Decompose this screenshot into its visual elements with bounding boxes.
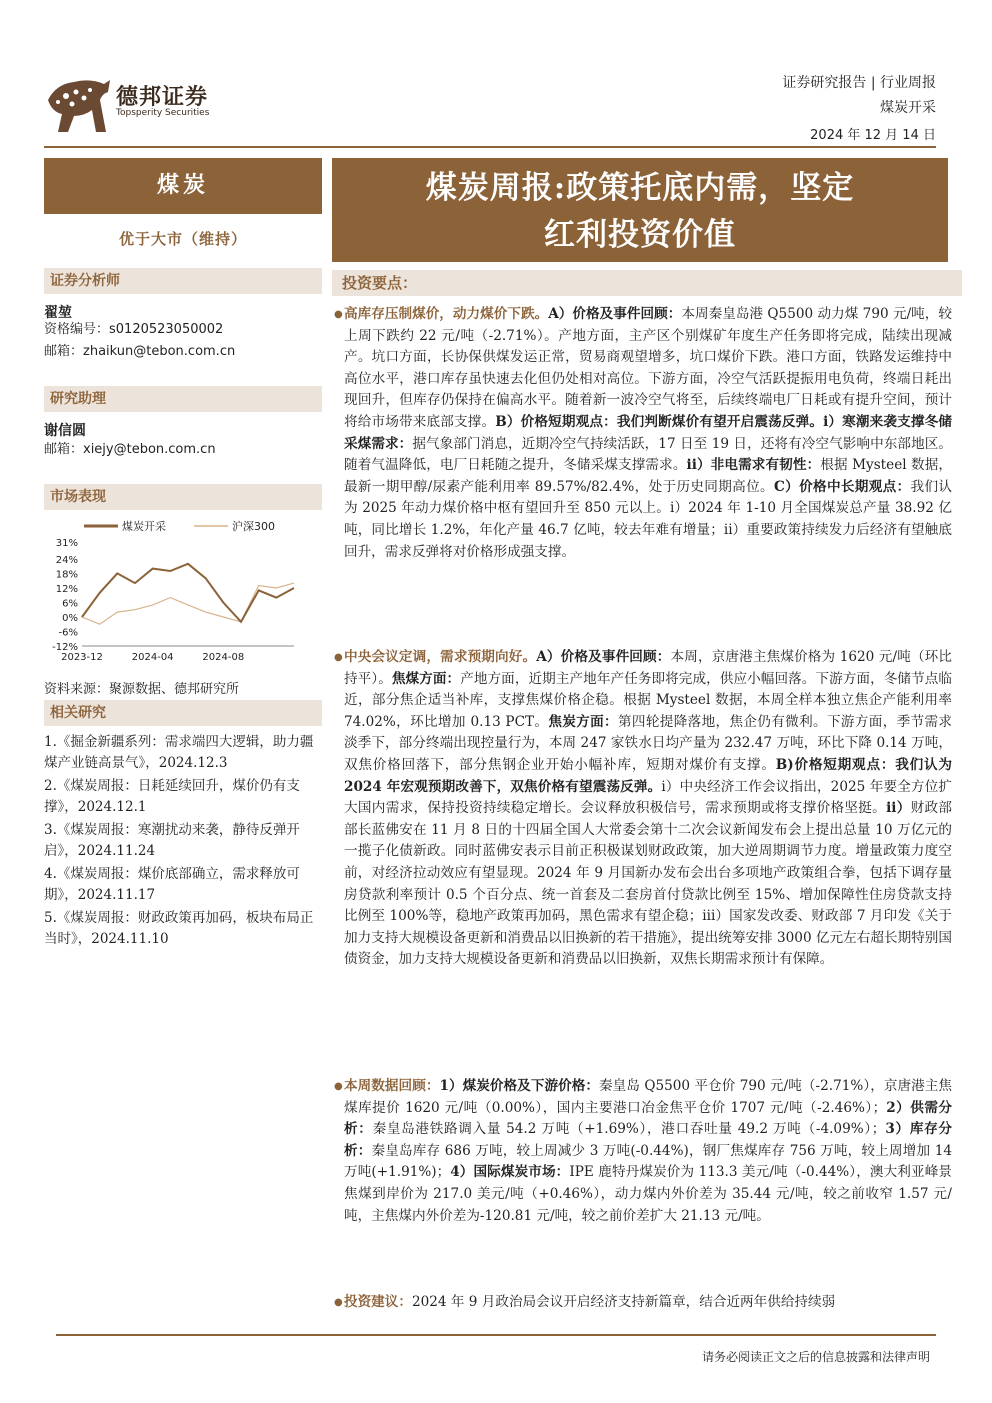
text-run: 据气象部门消息，近期冷空气持续活跃，17 日至 19 日，还将有冷空气影响中东部地区。随着气温降低，电厂日耗随之提升，冬储采煤支撑需求。: [344, 435, 952, 474]
text-run: 本周，京唐港主焦煤价格为 1620 元/吨（环比持平）。: [344, 649, 953, 687]
analyst-email: 邮箱：zhaikun@tebon.com.cn: [44, 344, 236, 359]
y-tick-label: -6%: [58, 627, 78, 639]
report-date: 2024 年 12 月 14 日: [810, 128, 936, 143]
y-tick-label: 31%: [55, 538, 78, 549]
text-run: A）价格及事件回顾：: [548, 306, 682, 322]
text-run: 3）库存分析：: [344, 1121, 952, 1159]
text-run: C）价格中长期观点：: [773, 478, 911, 495]
y-tick-label: 12%: [55, 583, 78, 595]
key-point-coal-price: [334, 304, 953, 563]
text-run: 本周秦皇岛港 Q5500 动力煤 790 元/吨，较上周下跌约 22 元/吨（-2.71%）。产地方面，主产区个别煤矿年度生产任务即将完成，陆续出现减产。坑口方面，长协保供煤发运正常，贸易商观望增多，坑口煤价下跌。港口方面，铁路发运维持中高位水平，港口库存虽快速去化但仍处相对高位。下游方面，冷空气活跃提振用电负荷，终端日耗出现回升，但库存仍保持在偏高水平。随着新一波冷空气将至，后续终端电厂日耗或有提升空间，预计将给市场带来底部支撑。: [344, 306, 953, 430]
text-run: 我们认为 2025 年动力煤价格中枢有望回升至 850 元以上。i）2024 年 1-10 月全国煤炭总产量 38.92 亿吨，同比增长 1.2%，年化产量 46.7 亿吨，较去年难有增量；ii）重要政策持续发力后经济有望触底回升，需求反弹将对价格形成强支撑。: [344, 478, 953, 560]
analyst-cert: 资格编号：s0120523050002: [44, 322, 224, 337]
y-tick-label: 24%: [55, 554, 78, 566]
report-subsector: 煤炭开采: [880, 100, 936, 116]
text-run: 秦皇岛库存 686 万吨，较上周减少 3 万吨(-0.44%)，钢厂焦煤库存 756 万吨，较上周增加 14 万吨(+1.91%)；: [344, 1142, 953, 1181]
key-point-weekly-data: [334, 1076, 953, 1227]
disclaimer-note: 请务必阅读正文之后的信息披露和法律声明: [701, 1350, 930, 1364]
text-run: 根据 Mysteel 数据，最新一期甲醇/尿素产能利用率 89.57%/82.4%，处于历史同期高位。: [344, 457, 953, 495]
series-line: [82, 564, 294, 622]
chart-source: 资料来源：聚源数据、德邦研究所: [44, 682, 240, 697]
related-item[interactable]: 4.《煤炭周报：煤价底部确立，需求释放可期》，2024.11.17: [44, 866, 300, 903]
bullet-icon: ●: [334, 652, 343, 663]
paragraph-text: [344, 1078, 952, 1224]
text-run: IPE 鹿特丹煤炭价为 113.3 美元/吨（-0.44%），澳大利亚峰景焦煤到岸价为 217.0 美元/吨（+0.46%），动力煤内外价差为 35.44 元/吨，较之前收窄 1.57 元/吨，主焦煤内外价差为-120.81 元/吨，较之前价差扩大 21.13 元/吨。: [344, 1164, 953, 1224]
report-title-line1: 煤炭周报:政策托底内需，坚定: [425, 170, 855, 206]
text-run: ii）: [886, 800, 911, 817]
text-run: 财政部部长蓝佛安在 11 月 8 日的十四届全国人大常委会第十二次会议新闻发布会上提出总量 10 万亿元的一揽子化债新政。同时蓝佛安表示目前正积极谋划财政政策，加大逆周期调节力度。增量政策力度空前，对经济拉动效应有望显现。2024 年 9 月国新办发布会出台多项地产政策组合拳，包括下调存量房贷款利率预计 0.5 个百分点、统一首套及二套房首付贷款比例至 15%、增加保障性住房贷款支持比例至 100%等，稳地产政策再加码，黑色需求有望企稳；iii）国家发改委、财政部 7 月印发《关于加力支持大规模设备更新和消费品以旧换新的若干措施》，提出统筹安排 3000 亿元左右超长期特别国债资金，加力支持大规模设备更新和消费品以旧换新，双焦长期需求预计有保障。: [344, 800, 953, 968]
text-run: 2024 年 9 月政治局会议开启经济支持新篇章，结合近两年供给持续弱: [411, 1294, 836, 1310]
x-tick-label: 2023-12: [61, 652, 103, 663]
paragraph-text: [344, 649, 952, 967]
text-run: 秦皇岛 Q5500 平仓价 790 元/吨（-2.71%），京唐港主焦煤库提价 1620 元/吨（0.00%），国内主要港口冶金焦平仓价 1707 元/吨（-2.46%）；: [344, 1078, 953, 1116]
key-point-investment: [334, 1292, 952, 1314]
market-chart: [44, 514, 322, 664]
bullet-icon: ●: [334, 309, 343, 320]
text-run: B)价格短期观点：我们认为 2024 年宏观预期改善下，双焦价格有望震荡反弹。: [344, 756, 953, 795]
related-item[interactable]: 1.《掘金新疆系列：需求端四大逻辑，助力疆煤产业链高景气》，2024.12.3: [44, 734, 314, 771]
text-run: ii）非电需求有韧性：: [686, 457, 821, 474]
analyst-name: 翟堃: [44, 305, 72, 321]
related-item[interactable]: 2.《煤炭周报：日耗延续回升，煤价仍有支撑》，2024.12.1: [44, 778, 300, 815]
assistant-name: 谢信圆: [44, 423, 86, 439]
key-point-coking-coal: [334, 647, 953, 971]
assistant-email: 邮箱：xiejy@tebon.com.cn: [44, 442, 216, 457]
y-tick-label: -12%: [52, 642, 78, 653]
text-run: 1）煤炭价格及下游价格：: [439, 1078, 600, 1094]
text-run: 焦煤方面：: [391, 670, 461, 687]
text-run: i）中央经济工作会议指出，2025 年要全方位扩大国内需求，保持投资持续稳定增长。会议释放积极信号，需求预期或将支撑价格坚挺。: [344, 778, 952, 817]
text-run: 投资建议：: [344, 1294, 412, 1310]
legend-label: 沪深300: [232, 520, 275, 533]
footer-divider: [56, 1334, 936, 1336]
related-item[interactable]: 5.《煤炭周报：财政政策再加码，板块布局正当时》，2024.11.10: [44, 910, 314, 947]
market-heading: 市场表现: [44, 484, 322, 510]
brand-logo: [44, 70, 114, 140]
report-type: 证券研究报告 | 行业周报: [782, 75, 936, 91]
y-tick-label: 18%: [55, 569, 78, 581]
brand-name: 德邦证券: [116, 85, 209, 110]
paragraph-text: [344, 306, 952, 560]
report-title: [332, 158, 948, 262]
bullet-icon: ●: [334, 1081, 343, 1092]
series-line: [82, 583, 294, 624]
report-title-line2: 红利投资价值: [544, 217, 736, 253]
assistant-heading: 研究助理: [44, 386, 322, 412]
analyst-heading: 证券分析师: [44, 268, 322, 294]
text-run: 第四轮提降落地，焦企仍有微利。下游方面，季节需求淡季下，部分终端出现控量行为，本周 247 家铁水日均产量为 232.47 万吨，环比下降 0.14 万吨，双焦价格回落下，部分焦钢企业开始小幅补库，短期对煤价有支撑。: [344, 713, 953, 773]
text-run: A）价格及事件回顾：: [536, 649, 671, 665]
x-tick-label: 2024-08: [202, 652, 245, 663]
related-item[interactable]: 3.《煤炭周报：寒潮扰动来袭，静待反弹开启》，2024.11.24: [44, 822, 300, 859]
bullet-icon: ●: [334, 1297, 343, 1308]
text-run: 产地方面，近期主产地年产任务即将完成，供应小幅回落。下游方面，冬储节点临近，部分焦企适当补库，支撑焦煤价格企稳。根据 Mysteel 数据，本周全样本独立焦企产能利用率 74.02%，环比增加 0.13 PCT。: [344, 670, 953, 730]
paragraph-text: [344, 1294, 835, 1310]
related-list: [44, 732, 322, 952]
text-run: 中央会议定调，需求预期向好。: [344, 649, 537, 665]
x-tick-label: 2024-04: [131, 652, 174, 663]
related-heading: 相关研究: [44, 700, 322, 726]
text-run: 本周数据回顾：: [344, 1078, 440, 1094]
legend-label: 煤炭开采: [122, 520, 166, 533]
y-tick-label: 6%: [62, 598, 78, 610]
text-run: 秦皇岛港铁路调入量 54.2 万吨（+1.69%），港口吞吐量 49.2 万吨（-4.09%）；: [372, 1121, 886, 1138]
header-divider: [44, 146, 936, 148]
rating: 优于大市（维持）: [118, 230, 247, 248]
key-points-heading: 投资要点：: [332, 270, 962, 296]
text-run: B）价格短期观点：我们判断煤价有望开启震荡反弹。i）寒潮来袭支撑冬储采煤需求：: [344, 413, 952, 452]
text-run: 4）国际煤炭市场：: [450, 1164, 570, 1181]
text-run: 高库存压制煤价，动力煤价下跌。: [344, 306, 549, 322]
brand-name-en: Topsperity Securities: [116, 108, 210, 118]
y-tick-label: 0%: [62, 612, 78, 624]
text-run: 焦炭方面：: [548, 713, 618, 730]
sector-label: 煤炭: [44, 158, 322, 214]
text-run: 2）供需分析：: [344, 1099, 952, 1138]
